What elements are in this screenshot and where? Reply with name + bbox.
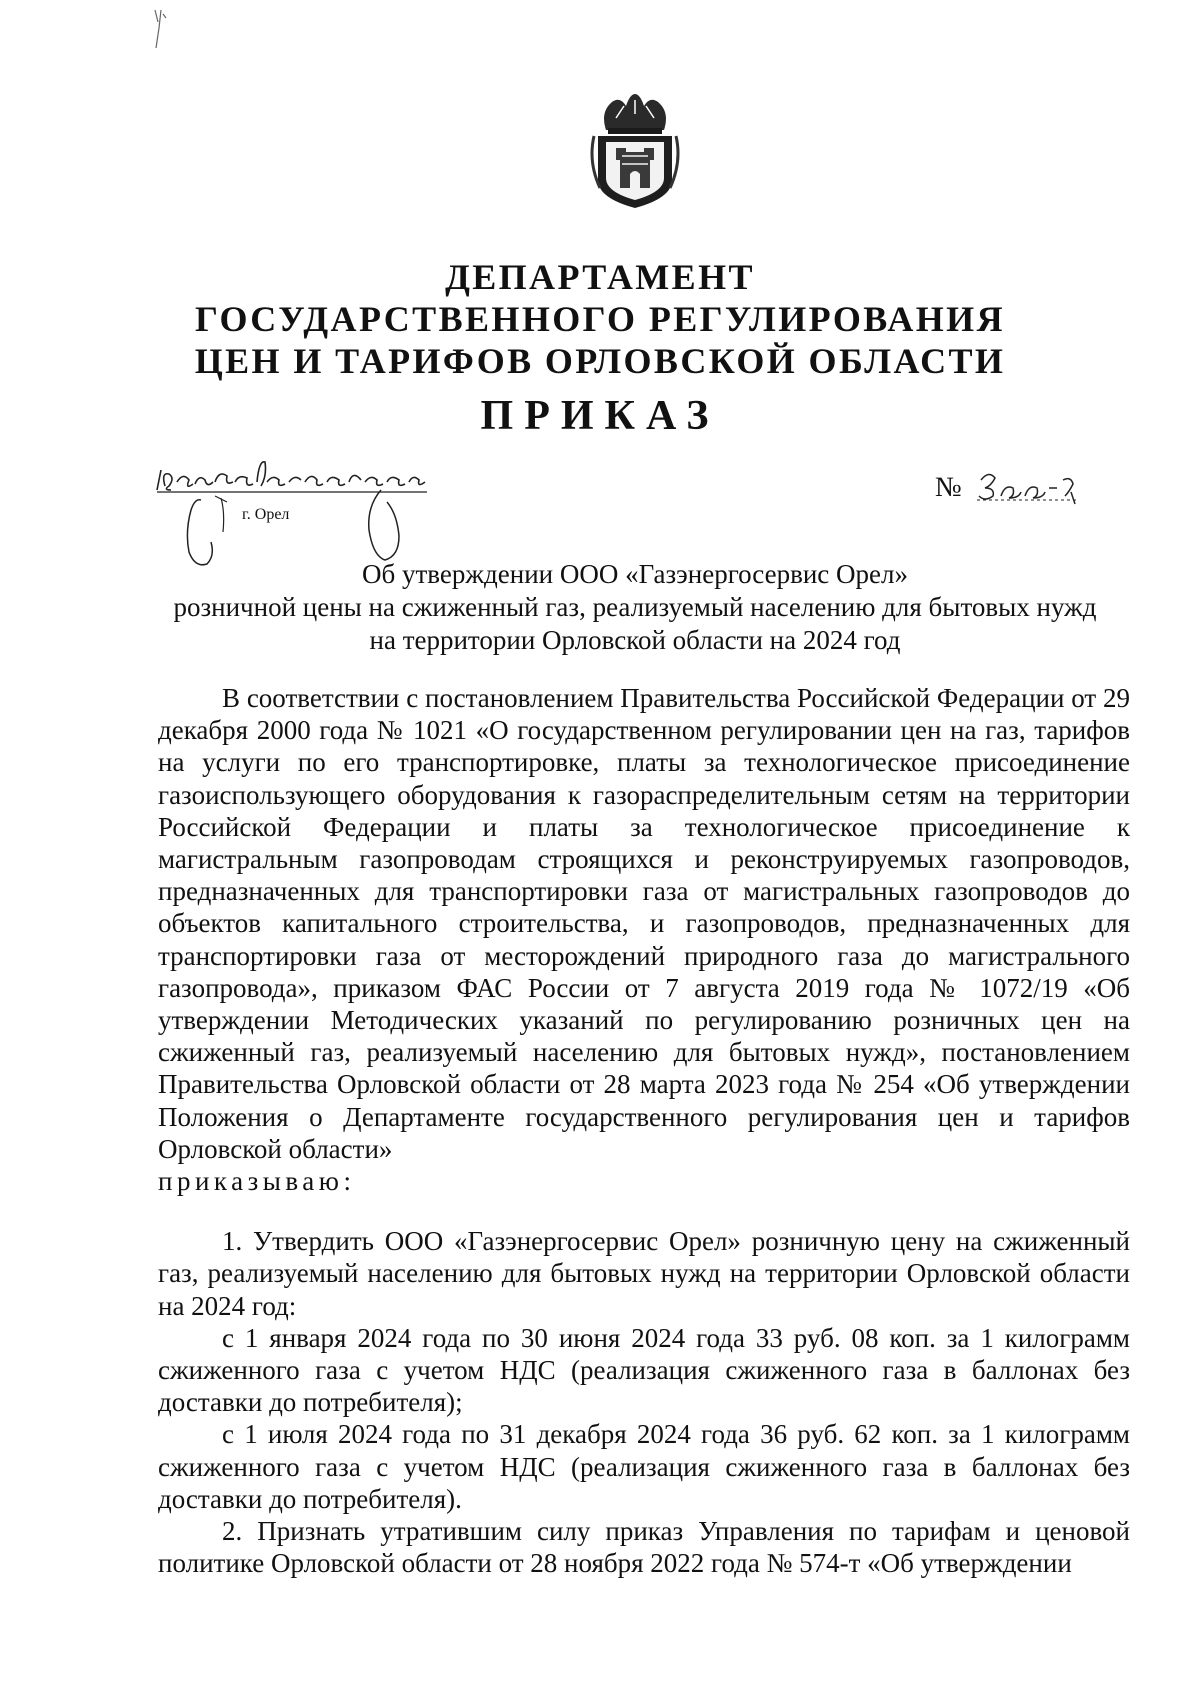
subject-line-3: на территории Орловской области на 2024 год — [369, 625, 901, 655]
order-word — [158, 1165, 1130, 1197]
city-label: г. Орел — [242, 506, 290, 523]
price-period-1: с 1 января 2024 года по 30 июня 2024 года 33 руб. 08 коп. за 1 килограмм сжиженного газа с учетом НДС (реализация сжиженного газа в баллонах без доставки до потребителя); — [158, 1322, 1130, 1418]
document-body — [158, 682, 1130, 1579]
item-2-paragraph: 2. Признать утратившим силу приказ Управления по тарифам и ценовой политике Орловской области от 28 ноября 2022 года № 574-т «Об утверждении — [158, 1516, 1130, 1579]
department-line-1: ДЕПАРТАМЕНТ — [445, 257, 755, 297]
price-period-2: с 1 июля 2024 года по 31 декабря 2024 года 36 руб. 62 коп. за 1 килограмм сжиженного газа с учетом НДС (реализация сжиженного газа в баллонах без доставки до потребителя). — [158, 1419, 1130, 1514]
handwritten-corner-mark — [152, 8, 170, 54]
preamble-paragraph: В соответствии с постановлением Правительства Российской Федерации от 29 декабря 2000 года № 1021 «О государственном регулировании цен на газ, тарифов на услуги по его транспортировке, платы за технологическое присоединение газоиспользующего оборудования к газораспределительным сетям на территории Российской Федерации и платы за технологическое присоединение к магистральным газопроводам строящихся и реконструируемых газопроводов, предназначенных для транспортировки газа от магистральных газопроводов до объектов капитального строительства, и газопроводов, предназначенных для транспортировки газа от месторождений природного газа до магистрального газопровода», приказом ФАС России от 7 августа 2019 года № 1072/19 «Об утверждении Методических указаний по регулированию розничных цен на сжиженный газ, реализуемый населению для бытовых нужд», постановлением Правительства Орловской области от 28 марта 2023 года № 254 «Об утверждении Положения о Департаменте государственного регулирования цен и тарифов Орловской области» — [158, 683, 1130, 1164]
document-subject — [140, 558, 1130, 657]
item-1-paragraph: 1. Утвердить ООО «Газэнергосервис Орел» розничную цену на сжиженный газ, реализуемый населению для бытовых нужд на территории Орловской области на 2024 год: — [158, 1226, 1130, 1321]
department-line-3: ЦЕН И ТАРИФОВ ОРЛОВСКОЙ ОБЛАСТИ — [194, 341, 1006, 381]
order-number-sign: № — [935, 472, 962, 503]
subject-line-2: розничной цены на сжиженный газ, реализуемый населению для бытовых нужд — [173, 592, 1097, 622]
subject-line-1: Об утверждении ООО «Газэнергосервис Орел» — [362, 559, 908, 589]
order-title: ПРИКАЗ — [480, 393, 720, 439]
coat-of-arms-emblem — [586, 92, 684, 212]
department-heading — [0, 256, 1200, 382]
handwritten-order-number — [975, 466, 1085, 506]
department-line-2: ГОСУДАРСТВЕННОГО РЕГУЛИРОВАНИЯ — [195, 299, 1005, 339]
order-word-text: приказываю: — [158, 1166, 356, 1197]
